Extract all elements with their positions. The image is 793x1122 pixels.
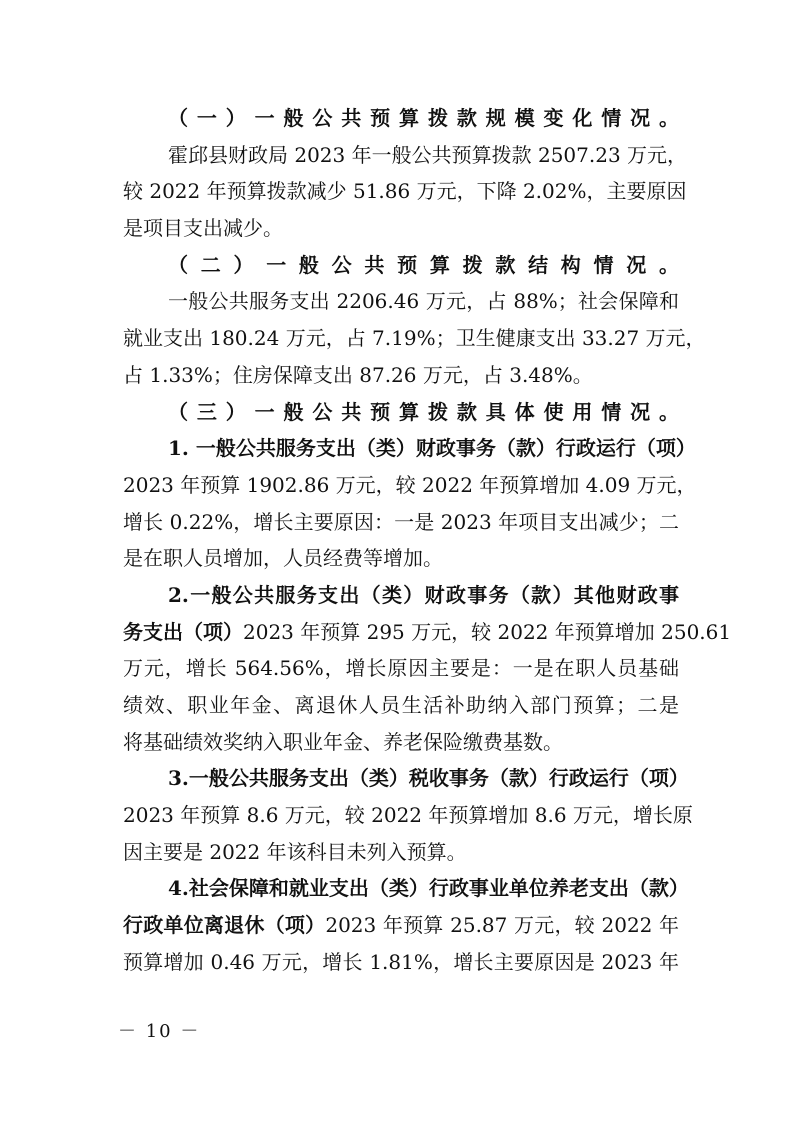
- item-heading-2: 2.一般公共服务支出（类）财政事务（款）其他财政事: [168, 582, 679, 607]
- section-heading-1: （一）一般公共预算拨款规模变化情况。: [168, 106, 679, 130]
- paragraph-text: 2023 年预算 295 万元，较 2022 年预算增加 250.61: [243, 619, 732, 644]
- document-body: [123, 100, 732, 981]
- page-number: － 10 －: [118, 1021, 201, 1042]
- paragraph-line: 就业支出 180.24 万元，占 7.19%；卫生健康支出 33.27 万元，: [123, 326, 706, 351]
- paragraph-line: 绩效、职业年金、离退休人员生活补助纳入部门预算；二是: [123, 693, 679, 717]
- item-heading-4-cont: 行政单位离退休（项）: [123, 913, 326, 938]
- paragraph-line: 2023 年预算 8.6 万元，较 2022 年预算增加 8.6 万元，增长原: [123, 803, 693, 828]
- paragraph-line: 将基础绩效奖纳入职业年金、养老保险缴费基数。: [123, 729, 563, 754]
- paragraph-line: 增长 0.22%，增长主要原因：一是 2023 年项目支出减少；二: [123, 509, 679, 534]
- paragraph-line: [123, 907, 679, 944]
- paragraph-line: 是项目支出减少。: [123, 216, 283, 241]
- section-heading-2: （二）一般公共预算拨款结构情况。: [168, 252, 679, 277]
- item-heading-2-cont: 务支出（项）: [123, 619, 243, 644]
- item-heading-4: 4.社会保障和就业支出（类）行政事业单位养老支出（款）: [168, 876, 689, 901]
- paragraph-line: 一般公共服务支出 2206.46 万元，占 88%；社会保障和: [168, 289, 679, 314]
- paragraph-line: 较 2022 年预算拨款减少 51.86 万元，下降 2.02%，主要原因: [123, 179, 687, 204]
- paragraph-line: 2023 年预算 1902.86 万元，较 2022 年预算增加 4.09 万元，: [123, 472, 697, 497]
- section-heading-3: （三）一般公共预算拨款具体使用情况。: [168, 399, 679, 424]
- paragraph-text: 2023 年预算 25.87 万元，较 2022 年: [325, 913, 679, 938]
- paragraph-line: 是在职人员增加，人员经费等增加。: [123, 546, 443, 571]
- paragraph-line: 占 1.33%；住房保障支出 87.26 万元，占 3.48%。: [123, 362, 593, 387]
- item-heading-1: 1. 一般公共服务支出（类）财政事务（款）行政运行（项）: [168, 436, 696, 461]
- item-heading-3: 3.一般公共服务支出（类）税收事务（款）行政运行（项）: [168, 766, 689, 791]
- paragraph-line: [123, 614, 732, 651]
- paragraph-line: 霍邱县财政局 2023 年一般公共预算拨款 2507.23 万元，: [168, 142, 688, 167]
- paragraph-line: 预算增加 0.46 万元，增长 1.81%，增长主要原因是 2023 年: [123, 949, 679, 974]
- paragraph-line: 因主要是 2022 年该科目未列入预算。: [123, 839, 467, 864]
- paragraph-line: 万元，增长 564.56%，增长原因主要是：一是在职人员基础: [123, 656, 679, 681]
